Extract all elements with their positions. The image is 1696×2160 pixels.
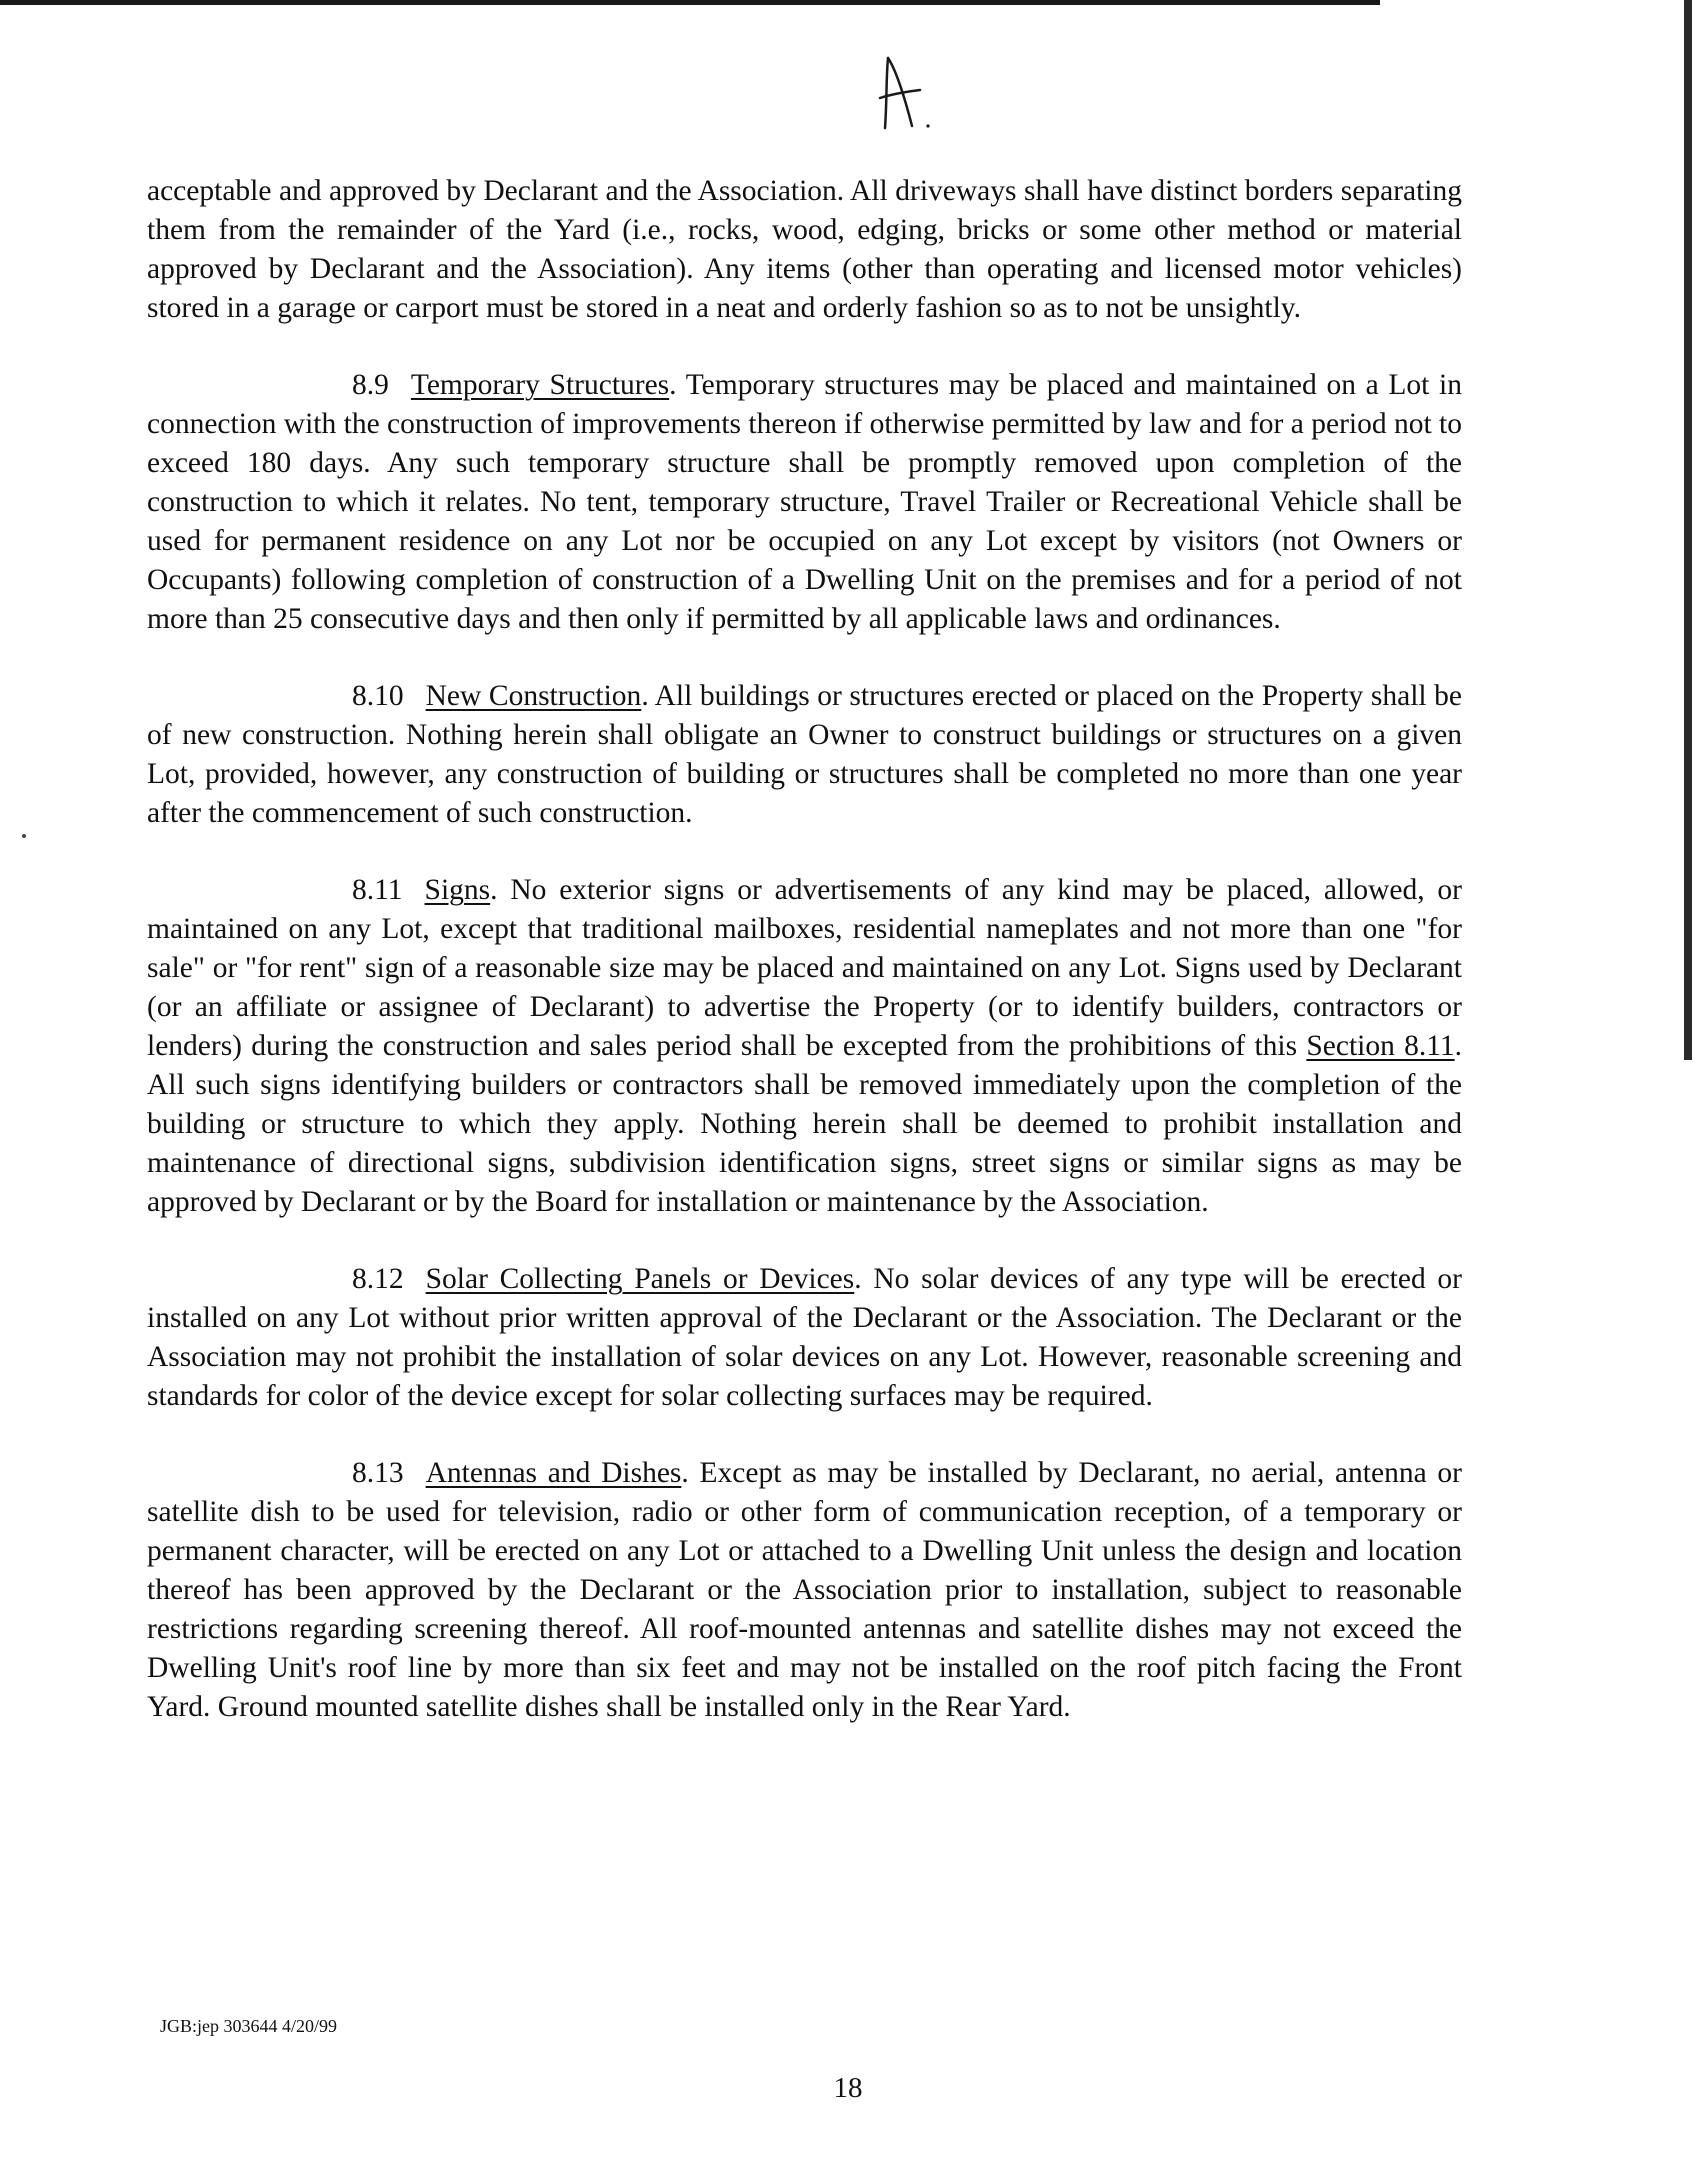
section-8-11: 8.11 Signs. No exterior signs or advertisements of any kind may be placed, allowed, or maintained on any Lot, except that traditional mailboxes, residential nameplates and not more than one "for sale" or "for rent" sign of a reasonable size may be placed and maintained on any Lot. Signs used by Declarant (or an affiliate or assignee of Declarant) to advertise the Property (or to identify builders, contractors or lenders) during the construction and sales period shall be excepted from the prohibitions of this Section 8.11. All such signs identifying builders or contractors shall be removed immediately upon the completion of the building or structure to which they apply. Nothing herein shall be deemed to prohibit installation and maintenance of directional signs, subdivision identification signs, street signs or similar signs as may be approved by Declarant or by the Board for installation or maintenance by the Association. (147, 874, 1463, 1218)
section-8-9: 8.9 Temporary Structures. Temporary structures may be placed and maintained on a Lot in connection with the construction of improvements thereon if otherwise permitted by law and for a period not to exceed 180 days. Any such temporary structure shall be promptly removed upon completion of the construction to which it relates. No tent, temporary structure, Travel Trailer or Recreational Vehicle shall be used for permanent residence on any Lot nor be occupied on any Lot except by visitors (not Owners or Occupants) following completion of construction of a Dwelling Unit on the premises and for a period of not more than 25 consecutive days and then only if permitted by all applicable laws and ordinances. (147, 369, 1463, 635)
handwritten-page-mark (860, 40, 940, 140)
scan-right-edge (1684, 0, 1692, 1060)
section-8-10: 8.10 New Construction. All buildings or structures erected or placed on the Property shall be of new construction. Nothing herein shall obligate an Owner to construct buildings or structures on a given Lot, provided, however, any construction of building or structures shall be completed no more than one year after the commencement of such construction. (147, 680, 1462, 829)
section-8-12: 8.12 Solar Collecting Panels or Devices. No solar devices of any type will be erected or installed on any Lot without prior written approval of the Declarant or the Association. The Declarant or the Association may not prohibit the installation of solar devices on any Lot. However, reasonable screening and standards for color of the device except for solar collecting surfaces may be required. (147, 1263, 1463, 1412)
section-title: Antennas and Dishes (425, 1457, 682, 1489)
section-text-continued: . All such signs identifying builders or contractors shall be removed immediately upon the completion of the building or structure to which they apply. Nothing herein shall be deemed to prohibit installation and maintenance of directional signs, subdivision identification signs, street signs or similar signs as may be approved by Declarant or by the Board for installation or maintenance by the Association. (147, 1030, 1462, 1218)
section-number: 8.10 (352, 680, 404, 712)
section-title: Temporary Structures (410, 369, 670, 401)
section-number: 8.9 (352, 369, 389, 401)
section-number: 8.12 (352, 1263, 404, 1295)
section-text: No exterior signs or advertisements of any kind may be placed, allowed, or maintained on any Lot, except that traditional mailboxes, residential nameplates and not more than one "for sale" or "for rent" sign of a reasonable size may be placed and maintained on any Lot. Signs used by Declarant (or an affiliate or assignee of Declarant) to advertise the Property (or to identify builders, contractors or lenders) during the construction and sales period shall be excepted from the prohibitions of this (147, 874, 1463, 1062)
section-number: 8.13 (352, 1457, 404, 1489)
section-title: Signs (424, 874, 491, 906)
section-text: Except as may be installed by Declarant, no aerial, antenna or satellite dish to be used for television, radio or other form of communication reception, of a temporary or permanent character, will be erected on any Lot or attached to a Dwelling Unit unless the design and location thereof has been approved by the Declarant or the Association prior to installation, subject to reasonable restrictions regarding screening thereof. All roof-mounted antennas and satellite dishes may not exceed the Dwelling Unit's roof line by more than six feet and may not be installed on the roof pitch facing the Front Yard. Ground mounted satellite dishes shall be installed only in the Rear Yard. (147, 1457, 1462, 1723)
section-cross-reference: Section 8.11 (1306, 1030, 1455, 1062)
document-body (147, 172, 1462, 1765)
section-title: Solar Collecting Panels or Devices (425, 1263, 855, 1295)
section-text: All buildings or structures erected or placed on the Property shall be of new construction. Nothing herein shall obligate an Owner to construct buildings or structures on a given Lot, provided, however, any construction of building or structures shall be completed no more than one year after the commencement of such construction. (147, 680, 1462, 829)
intro-paragraph: acceptable and approved by Declarant and the Association. All driveways shall have distinct borders separating them from the remainder of the Yard (i.e., rocks, wood, edging, bricks or some other method or material approved by Declarant and the Association). Any items (other than operating and licensed motor vehicles) stored in a garage or carport must be stored in a neat and orderly fashion so as to not be unsightly. (147, 175, 1462, 324)
document-reference: JGB:jep 303644 4/20/99 (160, 2016, 338, 2036)
section-text: No solar devices of any type will be erected or installed on any Lot without prior written approval of the Declarant or the Association. The Declarant or the Association may not prohibit the installation of solar devices on any Lot. However, reasonable screening and standards for color of the device except for solar collecting surfaces may be required. (147, 1263, 1463, 1412)
section-text: Temporary structures may be placed and maintained on a Lot in connection with the construction of improvements thereon if otherwise permitted by law and for a period not to exceed 180 days. Any such temporary structure shall be promptly removed upon completion of the construction to which it relates. No tent, temporary structure, Travel Trailer or Recreational Vehicle shall be used for permanent residence on any Lot nor be occupied on any Lot except by visitors (not Owners or Occupants) following completion of construction of a Dwelling Unit on the premises and for a period of not more than 25 consecutive days and then only if permitted by all applicable laws and ordinances. (147, 369, 1463, 635)
section-title: New Construction (425, 680, 642, 712)
section-8-13: 8.13 Antennas and Dishes. Except as may be installed by Declarant, no aerial, antenna or satellite dish to be used for television, radio or other form of communication reception, of a temporary or permanent character, will be erected on any Lot or attached to a Dwelling Unit unless the design and location thereof has been approved by the Declarant or the Association prior to installation, subject to reasonable restrictions regarding screening thereof. All roof-mounted antennas and satellite dishes may not exceed the Dwelling Unit's roof line by more than six feet and may not be installed on the roof pitch facing the Front Yard. Ground mounted satellite dishes shall be installed only in the Rear Yard. (147, 1457, 1462, 1723)
handwritten-a-icon (860, 40, 940, 140)
scan-top-edge (0, 0, 1380, 5)
section-number: 8.11 (352, 874, 403, 906)
page-number: 18 (833, 2072, 863, 2104)
scan-speck (22, 834, 26, 838)
